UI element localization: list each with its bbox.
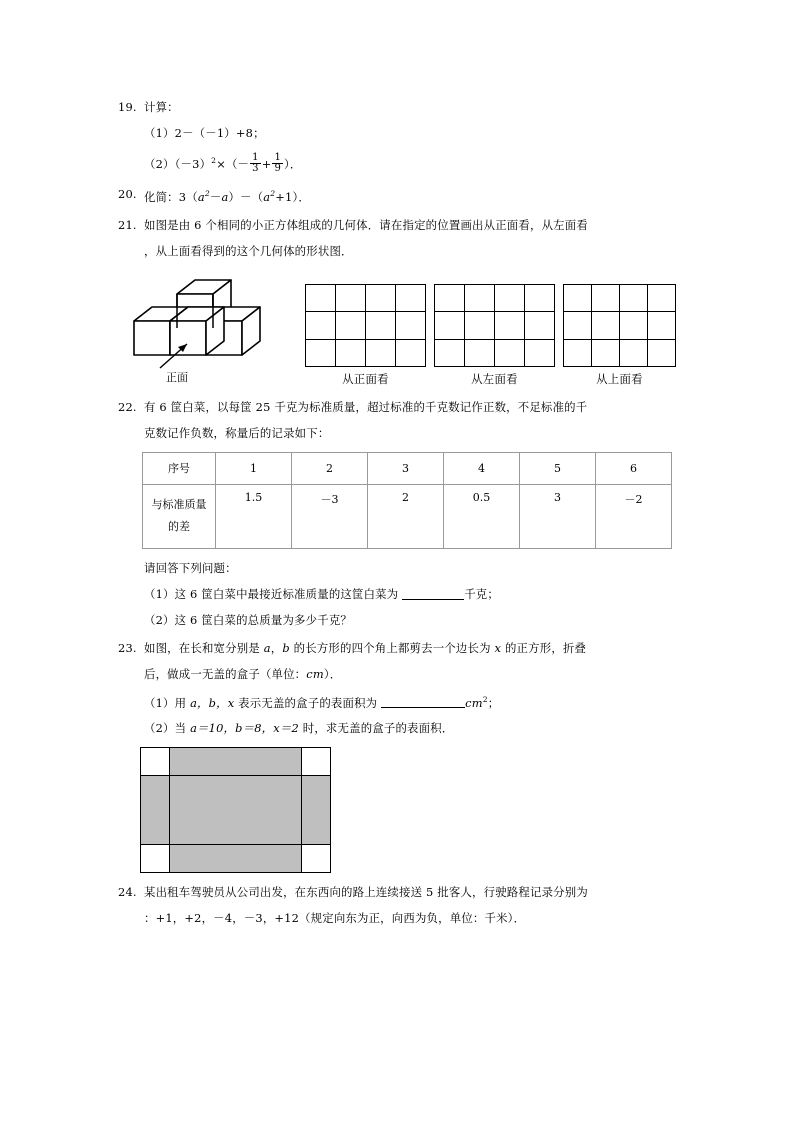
problem-22-line-1 xyxy=(118,394,676,420)
grid-cell[interactable] xyxy=(366,284,396,312)
problem-23-part1-pre: 用 xyxy=(174,695,191,710)
grid-cell[interactable] xyxy=(525,312,555,340)
grid-cell[interactable] xyxy=(396,284,426,312)
problem-23-var-a: a xyxy=(263,640,271,655)
problem-20-var-a2: a xyxy=(221,189,229,204)
net-cell-edge-top xyxy=(170,748,302,776)
net-cell-edge-right xyxy=(302,776,331,845)
problem-23-part2-equation: a＝10，b＝8，x＝2 xyxy=(190,721,299,736)
table-row xyxy=(564,312,676,340)
table-cell-difference-5: 3 xyxy=(520,484,596,548)
view-grid-front-caption: 从正面看 xyxy=(342,372,389,387)
problem-19 xyxy=(118,94,676,179)
problem-19-part2-exponent: 2 xyxy=(211,156,217,165)
view-grid-left-caption: 从左面看 xyxy=(471,372,518,387)
grid-cell[interactable] xyxy=(592,312,620,340)
problem-22-number: 22. xyxy=(118,399,137,414)
problem-23-line1-post: 的正方形，折叠 xyxy=(501,640,587,655)
open-box-net-diagram xyxy=(140,747,331,873)
problem-23-line2-pre: 后，做成一无盖的盒子（单位： xyxy=(144,666,307,681)
problem-22-part2-text: 这 6 筐白菜的总质量为多少千克？ xyxy=(174,612,352,627)
problem-19-number: 19. xyxy=(118,100,137,114)
problem-19-part1-label: （1） xyxy=(144,126,175,140)
problem-22 xyxy=(118,394,676,633)
problem-21 xyxy=(118,212,676,386)
problem-20-stem xyxy=(144,181,676,210)
grid-cell[interactable] xyxy=(396,312,426,340)
grid-cell[interactable] xyxy=(564,284,592,312)
grid-cell[interactable] xyxy=(396,339,426,367)
table-row xyxy=(435,339,555,367)
grid-cell[interactable] xyxy=(648,312,676,340)
grid-cell[interactable] xyxy=(465,312,495,340)
fraction-one-ninth xyxy=(272,153,283,175)
table-cell-difference-2: －3 xyxy=(292,484,368,548)
grid-cell[interactable] xyxy=(465,284,495,312)
problem-22-text-line-1: 有 6 筐白菜，以每筐 25 千克为标准质量，超过标准的千克数记作正数，不足标准的千 xyxy=(144,399,588,414)
grid-cell[interactable] xyxy=(592,284,620,312)
grid-cell[interactable] xyxy=(306,312,336,340)
front-direction-label: 正面 xyxy=(166,370,188,384)
grid-cell[interactable] xyxy=(525,339,555,367)
problem-21-text-line-2: ，从上面看得到的这个几何体的形状图． xyxy=(144,243,353,258)
table-row xyxy=(306,339,426,367)
table-cell-index-2: 2 xyxy=(292,452,368,484)
problem-19-part2-plus: + xyxy=(261,156,272,171)
problem-19-stem: 计算： xyxy=(144,100,179,114)
grid-cell[interactable] xyxy=(306,284,336,312)
view-grid-front[interactable] xyxy=(305,284,426,368)
problem-20-number: 20. xyxy=(118,186,137,201)
page-content xyxy=(118,94,676,933)
problem-23-line1-mid: 的长方形的四个角上都剪去一个边长为 xyxy=(289,640,495,655)
grid-cell[interactable] xyxy=(564,312,592,340)
grid-cell[interactable] xyxy=(495,284,525,312)
table-header-difference-label-line1: 与标准质量 xyxy=(151,498,207,512)
table-row xyxy=(141,845,331,873)
problem-22-text-line-2: 克数记作负数，称量后的记录如下： xyxy=(144,425,330,440)
problem-20-var-a3: a xyxy=(263,189,271,204)
problem-23 xyxy=(118,635,676,874)
table-cell-index-5: 5 xyxy=(520,452,596,484)
problem-23-text-line-1 xyxy=(144,635,676,661)
grid-cell[interactable] xyxy=(306,339,336,367)
net-cell-corner-top-left xyxy=(141,748,170,776)
problem-21-figure xyxy=(118,268,676,386)
grid-cell[interactable] xyxy=(435,284,465,312)
fraction-one-third-denominator: 3 xyxy=(252,163,259,175)
problem-23-var-b: b xyxy=(282,640,290,655)
problem-22-part2-label: （2） xyxy=(144,612,175,627)
table-row xyxy=(306,312,426,340)
problem-23-var-x: x xyxy=(494,640,502,655)
problem-22-part1-answer-blank[interactable] xyxy=(402,586,464,600)
problem-23-part2 xyxy=(118,715,676,741)
problem-23-part1-post: ； xyxy=(487,695,500,710)
problem-23-part1-vars: a，b，x xyxy=(190,695,235,710)
table-row xyxy=(141,776,331,845)
table-cell-difference-4: 0.5 xyxy=(444,484,520,548)
table-cell-index-6: 6 xyxy=(596,452,672,484)
table-header-difference-label-line2: 的差 xyxy=(168,520,190,534)
net-cell-edge-bottom xyxy=(170,845,302,873)
problem-20-exp-2: 2 xyxy=(270,188,276,198)
problem-23-line1-pre: 如图，在长和宽分别是 xyxy=(144,640,264,655)
grid-cell[interactable] xyxy=(435,312,465,340)
grid-cell[interactable] xyxy=(592,339,620,367)
problem-24-number: 24. xyxy=(118,885,137,900)
problem-19-part2-mid: ×（－ xyxy=(216,156,250,171)
problem-23-part2-post: 时，求无盖的盒子的表面积． xyxy=(298,721,454,736)
grid-cell[interactable] xyxy=(620,284,648,312)
table-row xyxy=(564,339,676,367)
grid-cell[interactable] xyxy=(620,312,648,340)
problem-20-stem-post: +1）． xyxy=(275,189,310,204)
grid-cell[interactable] xyxy=(366,312,396,340)
table-row xyxy=(564,284,676,312)
problem-20-stem-mid: － xyxy=(209,189,222,204)
problem-19-part1-text: 2－（－1）+8； xyxy=(174,126,265,140)
problem-20-var-a1: a xyxy=(197,189,205,204)
problem-23-part2-pre: 当 xyxy=(174,721,191,736)
table-row xyxy=(306,284,426,312)
problem-23-part1-unit: cm xyxy=(465,695,483,710)
problem-20-stem-pre: 化简：3（ xyxy=(144,189,198,204)
fraction-one-ninth-numerator: 1 xyxy=(274,151,282,163)
problem-22-part1-label: （1） xyxy=(144,586,175,601)
table-header-difference-label xyxy=(143,484,216,548)
grid-cell[interactable] xyxy=(336,284,366,312)
table-row xyxy=(143,484,672,548)
table-cell-difference-6: －2 xyxy=(596,484,672,548)
table-row xyxy=(435,284,555,312)
view-grid-top-container xyxy=(563,284,676,388)
cabbage-weight-table xyxy=(142,452,672,549)
problem-23-part1-unit-exponent: 2 xyxy=(482,694,488,704)
table-row xyxy=(141,748,331,776)
grid-cell[interactable] xyxy=(648,339,676,367)
problem-24-line-1 xyxy=(118,879,676,905)
fraction-one-third xyxy=(250,153,261,175)
grid-cell[interactable] xyxy=(495,339,525,367)
problem-20-line xyxy=(118,181,676,210)
table-cell-index-3: 3 xyxy=(368,452,444,484)
problem-23-line2-post: ）． xyxy=(323,666,342,681)
problem-21-number: 21. xyxy=(118,217,137,232)
problem-23-part1-mid: 表示无盖的盒子的表面积为 xyxy=(234,695,378,710)
net-cell-edge-left xyxy=(141,776,170,845)
problem-23-part1-answer-blank[interactable] xyxy=(381,694,465,708)
grid-cell[interactable] xyxy=(564,339,592,367)
view-grid-top[interactable] xyxy=(563,284,676,368)
problem-22-part2 xyxy=(118,607,676,633)
net-cell-corner-bottom-left xyxy=(141,845,170,873)
problem-22-prompt: 请回答下列问题： xyxy=(144,560,237,575)
problem-24 xyxy=(118,879,676,931)
view-grid-top-caption: 从上面看 xyxy=(596,372,643,387)
table-cell-difference-3: 2 xyxy=(368,484,444,548)
grid-cell[interactable] xyxy=(366,339,396,367)
problem-22-part1 xyxy=(118,581,676,607)
problem-20 xyxy=(118,181,676,210)
grid-cell[interactable] xyxy=(620,339,648,367)
problem-23-part1 xyxy=(118,687,676,716)
problem-21-line-1 xyxy=(118,212,676,238)
grid-cell[interactable] xyxy=(465,339,495,367)
grid-cell[interactable] xyxy=(435,339,465,367)
problem-22-data-table-wrapper xyxy=(142,452,676,549)
fraction-one-third-numerator: 1 xyxy=(252,151,259,163)
problem-24-text-line-2: ：+1，+2，－4，－3，+12（规定向东为正，向西为负，单位：千米）． xyxy=(144,911,526,926)
table-row xyxy=(435,312,555,340)
problem-20-stem-mid2: ）－（ xyxy=(228,189,264,204)
grid-cell[interactable] xyxy=(336,312,366,340)
grid-cell[interactable] xyxy=(525,284,555,312)
net-cell-corner-top-right xyxy=(302,748,331,776)
view-grid-left-container xyxy=(434,284,555,388)
problem-22-part1-pre: 这 6 筐白菜中最接近标准质量的这筐白菜为 xyxy=(174,586,399,601)
net-cell-base xyxy=(170,776,302,845)
grid-cell[interactable] xyxy=(336,339,366,367)
problem-23-part2-label: （2） xyxy=(144,721,175,736)
six-cube-solid-diagram xyxy=(130,268,290,372)
problem-19-part1 xyxy=(118,120,676,146)
table-row xyxy=(143,452,672,484)
view-grid-front-container xyxy=(305,284,426,388)
table-cell-difference-1: 1.5 xyxy=(216,484,292,548)
net-cell-corner-bottom-right xyxy=(302,845,331,873)
problem-23-line-1 xyxy=(118,635,676,661)
problem-19-stem-line xyxy=(118,94,676,120)
problem-19-part2-label: （2） xyxy=(144,156,175,171)
problem-23-number: 23. xyxy=(118,640,137,655)
fraction-one-ninth-denominator: 9 xyxy=(274,163,282,175)
problem-20-exp-1: 2 xyxy=(204,188,210,198)
problem-19-part2-pre: （－3） xyxy=(174,156,212,171)
problem-19-part2-post: ）． xyxy=(284,156,302,171)
problem-23-unit-cm: cm xyxy=(306,666,324,681)
problem-22-part1-post: 千克； xyxy=(464,586,499,601)
table-cell-index-1: 1 xyxy=(216,452,292,484)
problem-23-text-line-2 xyxy=(118,661,676,687)
problem-21-text-line-1: 如图是由 6 个相同的小正方体组成的几何体．请在指定的位置画出从正面看，从左面看 xyxy=(144,217,588,232)
grid-cell[interactable] xyxy=(495,312,525,340)
problem-19-part2 xyxy=(118,146,676,179)
problem-23-figure xyxy=(140,747,676,873)
view-grid-left[interactable] xyxy=(434,284,555,368)
table-cell-index-4: 4 xyxy=(444,452,520,484)
problem-23-part1-label: （1） xyxy=(144,695,175,710)
grid-cell[interactable] xyxy=(648,284,676,312)
problem-23-line1-comma: ， xyxy=(270,640,283,655)
table-header-index-label: 序号 xyxy=(143,452,216,484)
problem-24-text-line-1: 某出租车驾驶员从公司出发，在东西向的路上连续接送 5 批客人，行驶路程记录分别为 xyxy=(144,885,588,900)
